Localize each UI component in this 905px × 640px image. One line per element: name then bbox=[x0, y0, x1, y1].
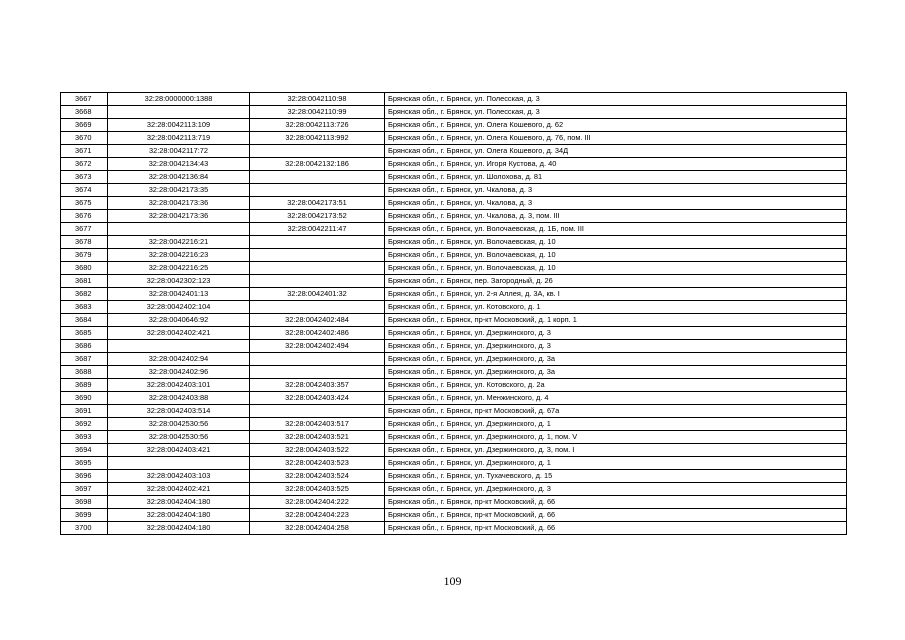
cadastral-number-cell: 32:28:0042117:72 bbox=[108, 145, 250, 158]
cadastral-table bbox=[60, 92, 847, 535]
address-cell: Брянская обл., г. Брянск, ул. 2-я Аллея, д. 3А, кв. I bbox=[385, 288, 847, 301]
row-number-cell: 3672 bbox=[61, 158, 108, 171]
premises-cadastral-number-cell: 32:28:0042403:424 bbox=[250, 392, 385, 405]
table-row bbox=[61, 301, 847, 314]
premises-cadastral-number-cell bbox=[250, 366, 385, 379]
address-cell: Брянская обл., г. Брянск, ул. Волочаевская, д. 10 bbox=[385, 249, 847, 262]
row-number-cell: 3668 bbox=[61, 106, 108, 119]
table-row bbox=[61, 288, 847, 301]
row-number-cell: 3679 bbox=[61, 249, 108, 262]
address-cell: Брянская обл., г. Брянск, пр-кт Московский, д. 66 bbox=[385, 509, 847, 522]
cadastral-number-cell: 32:28:0000000:1388 bbox=[108, 93, 250, 106]
premises-cadastral-number-cell: 32:28:0042404:258 bbox=[250, 522, 385, 535]
cadastral-number-cell: 32:28:0042402:94 bbox=[108, 353, 250, 366]
table-row bbox=[61, 444, 847, 457]
cadastral-number-cell: 32:28:0042401:13 bbox=[108, 288, 250, 301]
table-row bbox=[61, 249, 847, 262]
row-number-cell: 3683 bbox=[61, 301, 108, 314]
cadastral-number-cell: 32:28:0042402:96 bbox=[108, 366, 250, 379]
cadastral-number-cell bbox=[108, 106, 250, 119]
table-row bbox=[61, 93, 847, 106]
row-number-cell: 3675 bbox=[61, 197, 108, 210]
table-row bbox=[61, 223, 847, 236]
premises-cadastral-number-cell bbox=[250, 236, 385, 249]
table-row bbox=[61, 197, 847, 210]
premises-cadastral-number-cell: 32:28:0042403:525 bbox=[250, 483, 385, 496]
row-number-cell: 3693 bbox=[61, 431, 108, 444]
premises-cadastral-number-cell: 32:28:0042404:222 bbox=[250, 496, 385, 509]
row-number-cell: 3669 bbox=[61, 119, 108, 132]
row-number-cell: 3685 bbox=[61, 327, 108, 340]
address-cell: Брянская обл., г. Брянск, пр-кт Московский, д. 67а bbox=[385, 405, 847, 418]
table-row bbox=[61, 379, 847, 392]
premises-cadastral-number-cell: 32:28:0042211:47 bbox=[250, 223, 385, 236]
premises-cadastral-number-cell bbox=[250, 405, 385, 418]
cadastral-number-cell: 32:28:0042404:180 bbox=[108, 509, 250, 522]
table-row bbox=[61, 353, 847, 366]
row-number-cell: 3686 bbox=[61, 340, 108, 353]
cadastral-number-cell: 32:28:0042403:103 bbox=[108, 470, 250, 483]
premises-cadastral-number-cell: 32:28:0042110:99 bbox=[250, 106, 385, 119]
row-number-cell: 3678 bbox=[61, 236, 108, 249]
address-cell: Брянская обл., г. Брянск, пр-кт Московский, д. 1 корп. 1 bbox=[385, 314, 847, 327]
table-row bbox=[61, 158, 847, 171]
table-row bbox=[61, 119, 847, 132]
address-cell: Брянская обл., г. Брянск, ул. Котовского, д. 2а bbox=[385, 379, 847, 392]
cadastral-number-cell: 32:28:0042216:23 bbox=[108, 249, 250, 262]
cadastral-number-cell: 32:28:0042403:88 bbox=[108, 392, 250, 405]
row-number-cell: 3687 bbox=[61, 353, 108, 366]
premises-cadastral-number-cell bbox=[250, 275, 385, 288]
premises-cadastral-number-cell: 32:28:0042173:51 bbox=[250, 197, 385, 210]
address-cell: Брянская обл., г. Брянск, ул. Олега Кошевого, д. 76, пом. III bbox=[385, 132, 847, 145]
premises-cadastral-number-cell: 32:28:0042401:32 bbox=[250, 288, 385, 301]
row-number-cell: 3699 bbox=[61, 509, 108, 522]
cadastral-number-cell: 32:28:0042216:25 bbox=[108, 262, 250, 275]
row-number-cell: 3682 bbox=[61, 288, 108, 301]
table-row bbox=[61, 327, 847, 340]
row-number-cell: 3673 bbox=[61, 171, 108, 184]
address-cell: Брянская обл., г. Брянск, ул. Дзержинского, д. 1 bbox=[385, 418, 847, 431]
row-number-cell: 3680 bbox=[61, 262, 108, 275]
row-number-cell: 3689 bbox=[61, 379, 108, 392]
address-cell: Брянская обл., г. Брянск, ул. Олега Кошевого, д. 34Д bbox=[385, 145, 847, 158]
address-cell: Брянская обл., г. Брянск, ул. Шолохова, д. 81 bbox=[385, 171, 847, 184]
address-cell: Брянская обл., г. Брянск, ул. Чкалова, д. 3 bbox=[385, 184, 847, 197]
cadastral-number-cell: 32:28:0042113:109 bbox=[108, 119, 250, 132]
page-number: 109 bbox=[443, 574, 462, 588]
cadastral-number-cell: 32:28:0042402:421 bbox=[108, 327, 250, 340]
address-cell: Брянская обл., г. Брянск, ул. Дзержинского, д. 3 bbox=[385, 340, 847, 353]
table-row bbox=[61, 496, 847, 509]
row-number-cell: 3681 bbox=[61, 275, 108, 288]
table-row bbox=[61, 470, 847, 483]
row-number-cell: 3697 bbox=[61, 483, 108, 496]
address-cell: Брянская обл., г. Брянск, ул. Дзержинского, д. 3а bbox=[385, 366, 847, 379]
address-cell: Брянская обл., г. Брянск, ул. Волочаевская, д. 10 bbox=[385, 236, 847, 249]
cadastral-number-cell bbox=[108, 223, 250, 236]
cadastral-number-cell: 32:28:0042173:35 bbox=[108, 184, 250, 197]
premises-cadastral-number-cell: 32:28:0042173:52 bbox=[250, 210, 385, 223]
premises-cadastral-number-cell: 32:28:0042113:726 bbox=[250, 119, 385, 132]
address-cell: Брянская обл., г. Брянск, ул. Чкалова, д. 3 bbox=[385, 197, 847, 210]
premises-cadastral-number-cell: 32:28:0042402:484 bbox=[250, 314, 385, 327]
table-row bbox=[61, 132, 847, 145]
premises-cadastral-number-cell bbox=[250, 353, 385, 366]
table-row bbox=[61, 106, 847, 119]
row-number-cell: 3674 bbox=[61, 184, 108, 197]
premises-cadastral-number-cell: 32:28:0042403:521 bbox=[250, 431, 385, 444]
table-row bbox=[61, 236, 847, 249]
cadastral-number-cell: 32:28:0042113:719 bbox=[108, 132, 250, 145]
row-number-cell: 3692 bbox=[61, 418, 108, 431]
row-number-cell: 3700 bbox=[61, 522, 108, 535]
table-body bbox=[61, 93, 847, 535]
premises-cadastral-number-cell bbox=[250, 184, 385, 197]
address-cell: Брянская обл., г. Брянск, ул. Олега Кошевого, д. 62 bbox=[385, 119, 847, 132]
table-row bbox=[61, 392, 847, 405]
table-row bbox=[61, 431, 847, 444]
table-row bbox=[61, 405, 847, 418]
address-cell: Брянская обл., г. Брянск, ул. Дзержинского, д. 3 bbox=[385, 483, 847, 496]
cadastral-number-cell: 32:28:0042402:421 bbox=[108, 483, 250, 496]
table-row bbox=[61, 509, 847, 522]
premises-cadastral-number-cell: 32:28:0042402:486 bbox=[250, 327, 385, 340]
cadastral-number-cell: 32:28:0042136:84 bbox=[108, 171, 250, 184]
row-number-cell: 3695 bbox=[61, 457, 108, 470]
cadastral-number-cell: 32:28:0042134:43 bbox=[108, 158, 250, 171]
premises-cadastral-number-cell bbox=[250, 171, 385, 184]
address-cell: Брянская обл., г. Брянск, ул. Волочаевская, д. 10 bbox=[385, 262, 847, 275]
address-cell: Брянская обл., г. Брянск, ул. Полесская, д. 3 bbox=[385, 106, 847, 119]
cadastral-number-cell: 32:28:0042173:36 bbox=[108, 197, 250, 210]
premises-cadastral-number-cell: 32:28:0042132:186 bbox=[250, 158, 385, 171]
cadastral-number-cell: 32:28:0040646:92 bbox=[108, 314, 250, 327]
table-row bbox=[61, 210, 847, 223]
table-row bbox=[61, 457, 847, 470]
row-number-cell: 3688 bbox=[61, 366, 108, 379]
cadastral-number-cell: 32:28:0042403:101 bbox=[108, 379, 250, 392]
cadastral-number-cell: 32:28:0042302:123 bbox=[108, 275, 250, 288]
row-number-cell: 3667 bbox=[61, 93, 108, 106]
row-number-cell: 3691 bbox=[61, 405, 108, 418]
premises-cadastral-number-cell: 32:28:0042402:494 bbox=[250, 340, 385, 353]
row-number-cell: 3684 bbox=[61, 314, 108, 327]
cadastral-number-cell: 32:28:0042216:21 bbox=[108, 236, 250, 249]
table-row bbox=[61, 275, 847, 288]
cadastral-number-cell bbox=[108, 340, 250, 353]
address-cell: Брянская обл., г. Брянск, ул. Дзержинского, д. 1 bbox=[385, 457, 847, 470]
premises-cadastral-number-cell: 32:28:0042404:223 bbox=[250, 509, 385, 522]
address-cell: Брянская обл., г. Брянск, ул. Дзержинского, д. 3, пом. I bbox=[385, 444, 847, 457]
address-cell: Брянская обл., г. Брянск, ул. Игоря Кустова, д. 40 bbox=[385, 158, 847, 171]
premises-cadastral-number-cell bbox=[250, 262, 385, 275]
table-row bbox=[61, 418, 847, 431]
address-cell: Брянская обл., г. Брянск, ул. Тухачевского, д. 15 bbox=[385, 470, 847, 483]
row-number-cell: 3694 bbox=[61, 444, 108, 457]
cadastral-number-cell: 32:28:0042404:180 bbox=[108, 522, 250, 535]
row-number-cell: 3670 bbox=[61, 132, 108, 145]
premises-cadastral-number-cell bbox=[250, 249, 385, 262]
cadastral-number-cell: 32:28:0042404:180 bbox=[108, 496, 250, 509]
address-cell: Брянская обл., г. Брянск, ул. Дзержинского, д. 1, пом. V bbox=[385, 431, 847, 444]
address-cell: Брянская обл., г. Брянск, ул. Чкалова, д. 3, пом. III bbox=[385, 210, 847, 223]
address-cell: Брянская обл., г. Брянск, ул. Котовского, д. 1 bbox=[385, 301, 847, 314]
address-cell: Брянская обл., г. Брянск, пр-кт Московский, д. 66 bbox=[385, 496, 847, 509]
premises-cadastral-number-cell: 32:28:0042403:517 bbox=[250, 418, 385, 431]
row-number-cell: 3690 bbox=[61, 392, 108, 405]
address-cell: Брянская обл., г. Брянск, ул. Волочаевская, д. 1Б, пом. III bbox=[385, 223, 847, 236]
cadastral-number-cell: 32:28:0042173:36 bbox=[108, 210, 250, 223]
cadastral-number-cell bbox=[108, 457, 250, 470]
premises-cadastral-number-cell: 32:28:0042110:98 bbox=[250, 93, 385, 106]
premises-cadastral-number-cell: 32:28:0042403:522 bbox=[250, 444, 385, 457]
premises-cadastral-number-cell: 32:28:0042403:524 bbox=[250, 470, 385, 483]
cadastral-number-cell: 32:28:0042403:421 bbox=[108, 444, 250, 457]
cadastral-number-cell: 32:28:0042530:56 bbox=[108, 431, 250, 444]
table-row bbox=[61, 340, 847, 353]
premises-cadastral-number-cell bbox=[250, 145, 385, 158]
table-row bbox=[61, 184, 847, 197]
premises-cadastral-number-cell: 32:28:0042403:523 bbox=[250, 457, 385, 470]
table-row bbox=[61, 171, 847, 184]
address-cell: Брянская обл., г. Брянск, пр-кт Московский, д. 66 bbox=[385, 522, 847, 535]
row-number-cell: 3698 bbox=[61, 496, 108, 509]
address-cell: Брянская обл., г. Брянск, ул. Дзержинского, д. 3а bbox=[385, 353, 847, 366]
table-row bbox=[61, 522, 847, 535]
table-row bbox=[61, 314, 847, 327]
table-row bbox=[61, 366, 847, 379]
table-row bbox=[61, 483, 847, 496]
table-row bbox=[61, 262, 847, 275]
address-cell: Брянская обл., г. Брянск, ул. Дзержинского, д. 3 bbox=[385, 327, 847, 340]
row-number-cell: 3671 bbox=[61, 145, 108, 158]
row-number-cell: 3677 bbox=[61, 223, 108, 236]
premises-cadastral-number-cell bbox=[250, 301, 385, 314]
table-row bbox=[61, 145, 847, 158]
row-number-cell: 3676 bbox=[61, 210, 108, 223]
address-cell: Брянская обл., г. Брянск, ул. Менжинского, д. 4 bbox=[385, 392, 847, 405]
cadastral-number-cell: 32:28:0042530:56 bbox=[108, 418, 250, 431]
premises-cadastral-number-cell: 32:28:0042113:992 bbox=[250, 132, 385, 145]
premises-cadastral-number-cell: 32:28:0042403:357 bbox=[250, 379, 385, 392]
cadastral-number-cell: 32:28:0042403:514 bbox=[108, 405, 250, 418]
address-cell: Брянская обл., г. Брянск, ул. Полесская, д. 3 bbox=[385, 93, 847, 106]
cadastral-number-cell: 32:28:0042402:104 bbox=[108, 301, 250, 314]
address-cell: Брянская обл., г. Брянск, пер. Загородный, д. 26 bbox=[385, 275, 847, 288]
row-number-cell: 3696 bbox=[61, 470, 108, 483]
